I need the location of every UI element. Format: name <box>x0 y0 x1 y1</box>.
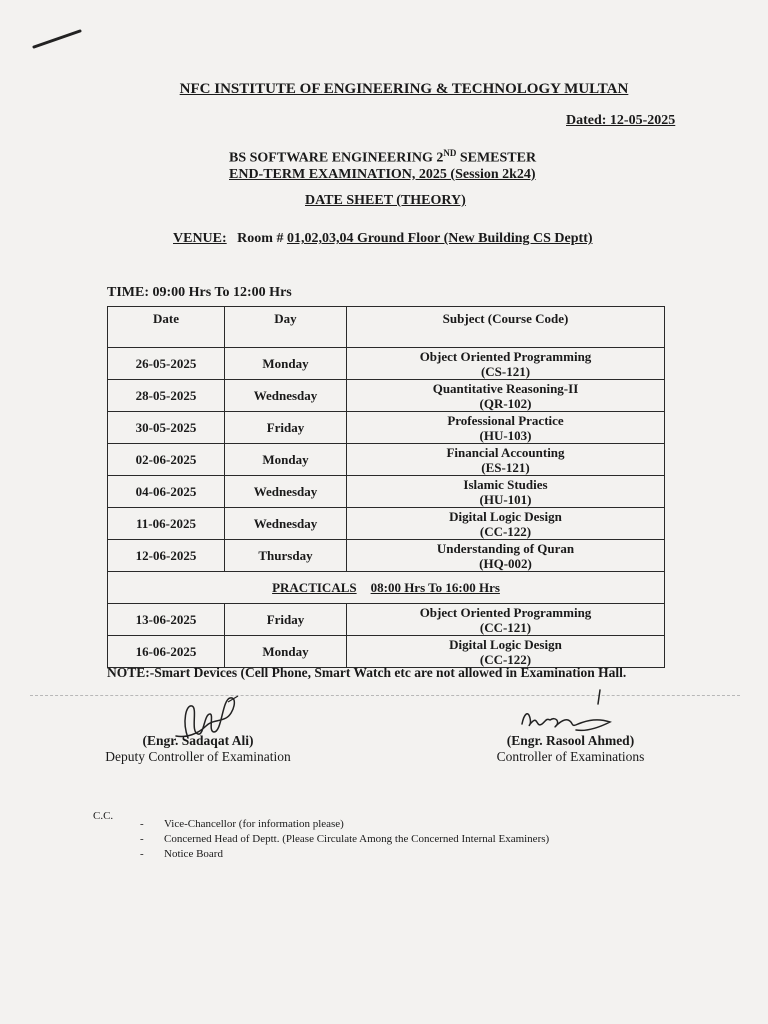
program-name: BS SOFTWARE ENGINEERING 2 <box>229 150 444 166</box>
date-sheet-table <box>107 306 665 668</box>
document-date: Dated: 12-05-2025 <box>566 113 676 128</box>
signatory-role: Controller of Examinations <box>496 749 645 764</box>
cc-item-text: Vice-Chancellor (for information please) <box>164 818 344 830</box>
header-date: Date <box>108 307 225 348</box>
cell-day: Monday <box>225 444 347 476</box>
cc-item-text: Concerned Head of Deptt. (Please Circulate Among the Concerned Internal Examiners) <box>164 833 550 845</box>
table-row <box>108 476 665 508</box>
cc-item <box>140 817 549 832</box>
subject-name: Understanding of Quran <box>436 540 575 556</box>
subject-name: Digital Logic Design <box>449 636 562 652</box>
table-row <box>108 540 665 572</box>
room-prefix: Room # <box>237 231 287 246</box>
cell-subject <box>347 508 665 540</box>
signatory-name: (Engr. Rasool Ahmed) <box>506 733 635 748</box>
program-line-1 <box>229 145 536 167</box>
cc-item-text: Notice Board <box>164 848 223 860</box>
cell-date: 28-05-2025 <box>108 380 225 412</box>
cell-subject <box>347 636 665 668</box>
table-row <box>108 604 665 636</box>
table-body <box>108 348 665 668</box>
cell-day: Thursday <box>225 540 347 572</box>
table-row <box>108 380 665 412</box>
practicals-header-row <box>108 572 665 604</box>
course-code: (CC-121) <box>479 619 532 635</box>
cell-date: 13-06-2025 <box>108 604 225 636</box>
table-row <box>108 636 665 668</box>
ordinal-suffix: ND <box>443 148 457 158</box>
signatory-role: Deputy Controller of Examination <box>105 749 291 764</box>
course-code: (CC-122) <box>479 523 532 539</box>
table-row <box>108 508 665 540</box>
cell-date: 11-06-2025 <box>108 508 225 540</box>
bullet-dash: - <box>140 833 144 845</box>
table-header-row <box>108 307 665 348</box>
cell-subject <box>347 604 665 636</box>
signatory-deputy-controller <box>93 733 303 765</box>
table-row <box>108 348 665 380</box>
signatory-controller <box>488 733 653 765</box>
subject-name: Quantitative Reasoning-II <box>432 380 579 396</box>
cell-subject <box>347 348 665 380</box>
cc-label: C.C. <box>93 810 114 822</box>
cell-subject <box>347 540 665 572</box>
course-code: (HQ-002) <box>479 555 532 571</box>
practicals-label: PRACTICALS <box>272 580 357 595</box>
smart-devices-note: NOTE:-Smart Devices (Cell Phone, Smart Watch etc are not allowed in Examination Hall. <box>107 665 627 680</box>
venue-label: VENUE: <box>173 231 227 246</box>
bullet-dash: - <box>140 848 144 860</box>
course-code: (HU-103) <box>479 427 532 443</box>
exam-time: TIME: 09:00 Hrs To 12:00 Hrs <box>107 285 292 300</box>
table-row <box>108 444 665 476</box>
course-code: (CC-122) <box>479 651 532 667</box>
course-code: (HU-101) <box>479 491 532 507</box>
subject-name: Financial Accounting <box>446 444 565 460</box>
table-row <box>108 412 665 444</box>
program-heading <box>229 145 536 183</box>
cell-date: 04-06-2025 <box>108 476 225 508</box>
venue-line <box>173 231 593 247</box>
cc-list <box>140 817 549 862</box>
cell-date: 26-05-2025 <box>108 348 225 380</box>
subject-name: Object Oriented Programming <box>419 604 592 620</box>
header-day: Day <box>225 307 347 348</box>
course-code: (ES-121) <box>481 459 530 475</box>
cell-day: Monday <box>225 636 347 668</box>
cell-day: Wednesday <box>225 476 347 508</box>
semester-label: SEMESTER <box>456 150 537 166</box>
cell-date: 30-05-2025 <box>108 412 225 444</box>
cc-item <box>140 847 549 862</box>
subject-name: Islamic Studies <box>463 476 548 492</box>
cell-day: Friday <box>225 412 347 444</box>
bullet-dash: - <box>140 818 144 830</box>
cell-date: 16-06-2025 <box>108 636 225 668</box>
cell-subject <box>347 444 665 476</box>
cell-date: 12-06-2025 <box>108 540 225 572</box>
practicals-cell <box>108 572 665 604</box>
header-subject: Subject (Course Code) <box>347 307 665 348</box>
datesheet-title: DATE SHEET (THEORY) <box>305 193 466 208</box>
cell-day: Monday <box>225 348 347 380</box>
signatory-name: (Engr. Sadaqat Ali) <box>142 733 254 748</box>
institute-title: NFC INSTITUTE OF ENGINEERING & TECHNOLOGY MULTAN <box>179 81 629 97</box>
cc-item <box>140 832 549 847</box>
practicals-time: 08:00 Hrs To 16:00 Hrs <box>370 580 500 595</box>
subject-name: Professional Practice <box>447 412 564 428</box>
course-code: (QR-102) <box>479 395 532 411</box>
cell-subject <box>347 380 665 412</box>
cell-day: Friday <box>225 604 347 636</box>
cell-subject <box>347 412 665 444</box>
venue-rooms: 01,02,03,04 Ground Floor (New Building CS Deptt) <box>286 231 593 246</box>
subject-name: Object Oriented Programming <box>419 348 592 364</box>
cell-date: 02-06-2025 <box>108 444 225 476</box>
cell-day: Wednesday <box>225 380 347 412</box>
pen-stroke-mark <box>32 28 84 50</box>
course-code: (CS-121) <box>480 363 531 379</box>
page-divider <box>30 695 740 696</box>
cell-day: Wednesday <box>225 508 347 540</box>
cell-subject <box>347 476 665 508</box>
exam-session: END-TERM EXAMINATION, 2025 (Session 2k24) <box>229 166 536 182</box>
subject-name: Digital Logic Design <box>449 508 562 524</box>
